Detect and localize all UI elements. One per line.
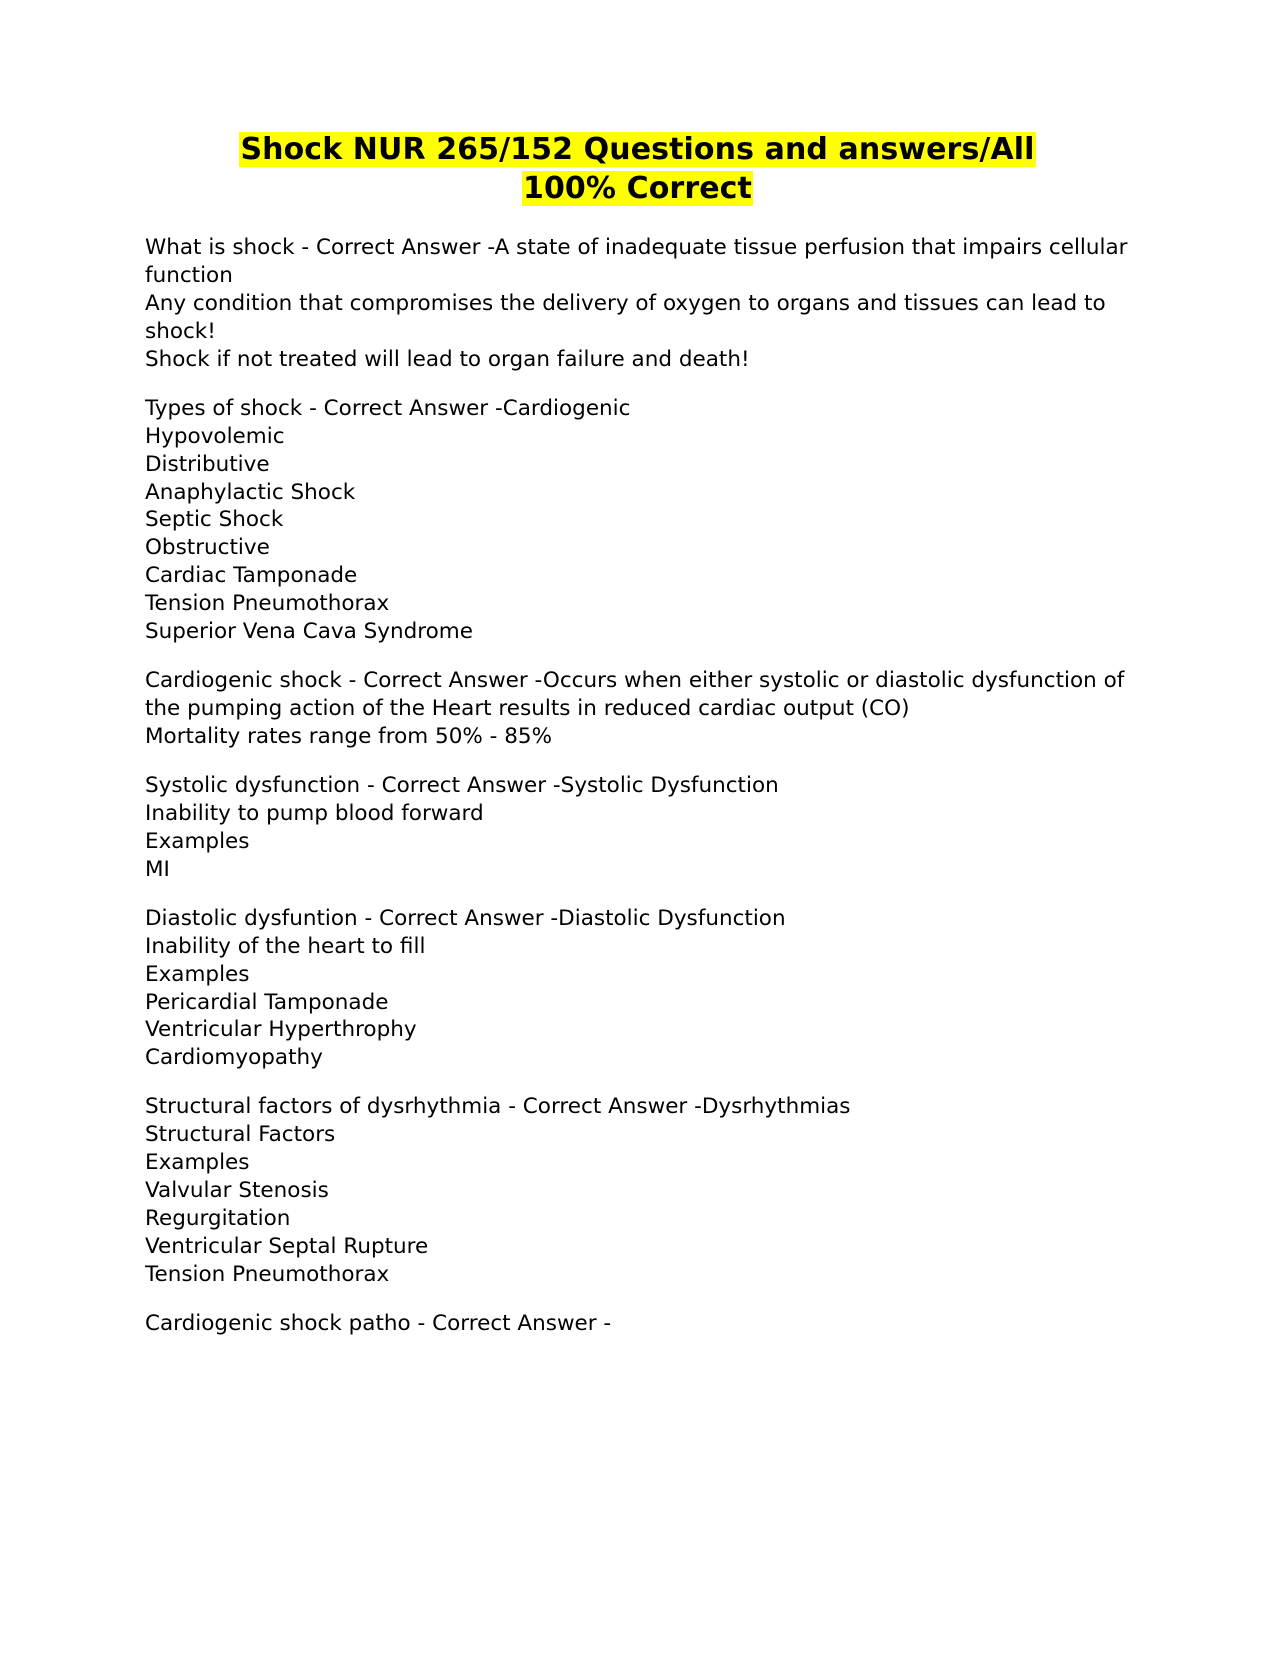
qa-block-structural-factors: Structural factors of dysrhythmia - Correct Answer -Dysrhythmias Structural Factors Examples Valvular Stenosis Regurgitation Ventricular Septal Rupture Tension Pneumothorax: [145, 1094, 851, 1287]
qa-block-types-of-shock: Types of shock - Correct Answer -Cardiogenic Hypovolemic Distributive Anaphylactic Shock Septic Shock Obstructive Cardiac Tamponade Tension Pneumothorax Superior Vena Cava Syndrome: [145, 395, 631, 645]
page-title-line-2: 100% Correct: [522, 171, 752, 206]
qa-block-cardiogenic-shock: Cardiogenic shock - Correct Answer -Occurs when either systolic or diastolic dysfunction of the pumping action of the Heart results in reduced cardiac output (CO) Mortality rates range from 50% - 85%: [145, 668, 1125, 749]
page-title: [145, 130, 1130, 208]
qa-block-diastolic-dysfunction: Diastolic dysfuntion - Correct Answer -Diastolic Dysfunction Inability of the heart to fill Examples Pericardial Tamponade Ventricular Hyperthrophy Cardiomyopathy: [145, 905, 786, 1071]
qa-block-what-is-shock: What is shock - Correct Answer -A state of inadequate tissue perfusion that impairs cellular function Any condition that compromises the delivery of oxygen to organs and tissues can lead to shock! Shock if not treated will lead to organ failure and death!: [145, 235, 1128, 372]
qa-block-cardiogenic-patho: Cardiogenic shock patho - Correct Answer -: [145, 1310, 612, 1336]
page-title-line-1: Shock NUR 265/152 Questions and answers/All: [240, 132, 1035, 167]
qa-block-systolic-dysfunction: Systolic dysfunction - Correct Answer -Systolic Dysfunction Inability to pump blood forward Examples MI: [145, 772, 779, 882]
